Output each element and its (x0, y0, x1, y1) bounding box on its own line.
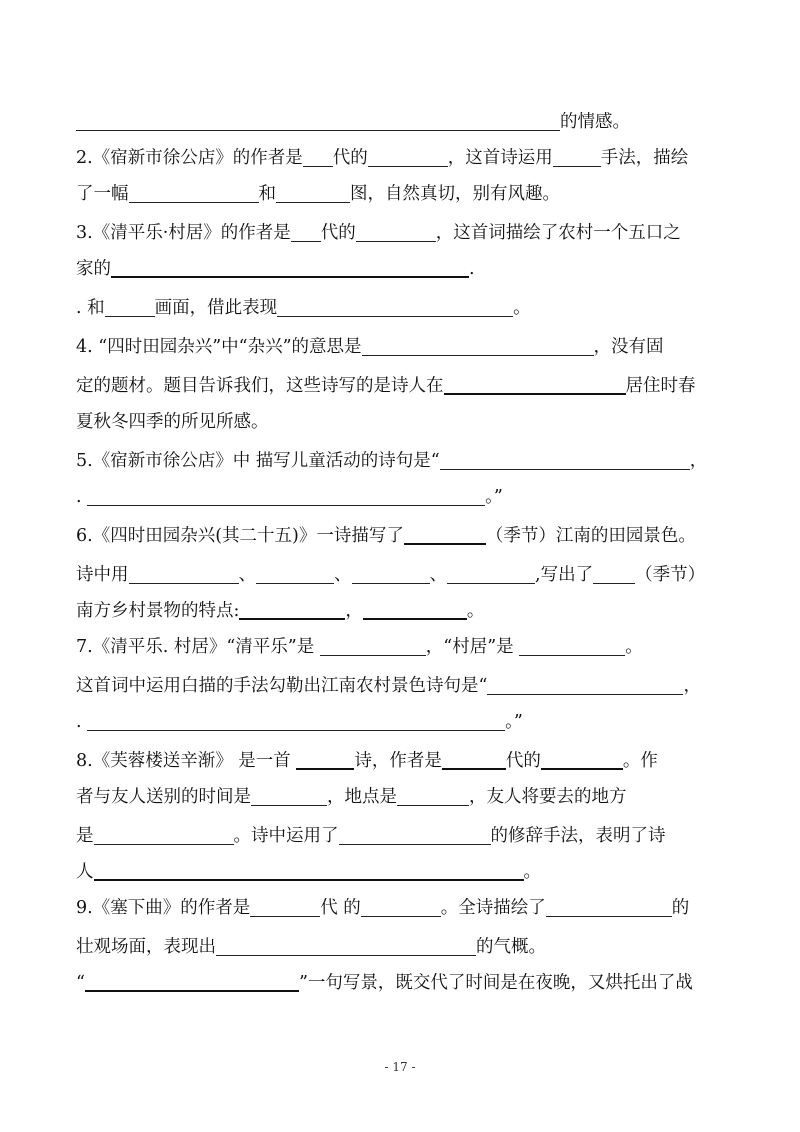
answer-blank[interactable] (368, 142, 448, 167)
line-text: ，没有固 (593, 337, 664, 357)
answer-blank[interactable] (303, 142, 333, 167)
line-text: 了一幅 (76, 184, 129, 204)
line-text: ， (345, 601, 363, 621)
worksheet-line (76, 444, 707, 478)
worksheet-line (76, 330, 664, 364)
page-number: - 17 - (384, 1060, 416, 1074)
answer-blank[interactable] (250, 892, 320, 917)
answer-blank[interactable] (397, 781, 469, 806)
line-text: 。” (505, 712, 523, 732)
line-text: 3.《清平乐·村居》的作者是 (76, 223, 291, 243)
line-text: 者与友人送别的时间是 (76, 787, 251, 807)
line-text: 夏秋冬四季的所见所感。 (76, 412, 269, 432)
worksheet-line (76, 405, 269, 439)
line-text: 。诗中运用了 (233, 826, 339, 846)
line-text: 的气概。 (476, 937, 546, 957)
answer-blank[interactable] (129, 559, 239, 584)
line-text: 代的 (320, 223, 356, 243)
line-text: ”一句写景，既交代了时间是在夜晚，又烘托出了战 (298, 973, 693, 993)
line-text: 7.《清平乐. 村居》“清平乐”是 (76, 637, 320, 657)
line-text: 诗中用 (76, 565, 129, 585)
worksheet-line (76, 891, 689, 925)
line-text: （季节） (635, 565, 706, 585)
worksheet-line (76, 780, 627, 814)
line-text: 。 (523, 862, 541, 882)
answer-blank[interactable] (404, 519, 486, 545)
worksheet-line (76, 855, 541, 889)
line-text: 和 (258, 184, 276, 204)
worksheet-line (76, 252, 475, 286)
worksheet-line (76, 630, 643, 664)
worksheet-line (76, 519, 696, 553)
line-text: 。全诗描绘了 (440, 898, 546, 918)
answer-blank[interactable] (291, 217, 321, 242)
line-text: 代的 (505, 751, 541, 771)
line-text: . 和 (76, 298, 105, 318)
answer-blank[interactable] (276, 178, 350, 203)
answer-blank[interactable] (277, 292, 513, 317)
line-text: ，这首词描绘了农村一个五口之 (435, 223, 681, 243)
answer-blank[interactable] (553, 142, 601, 167)
line-text: 、 (238, 565, 256, 585)
line-text: 。 (513, 298, 531, 318)
line-text: 4. “四时田园杂兴”中“杂兴”的意思是 (76, 337, 362, 357)
line-text: 代 的 (320, 898, 361, 918)
line-text: 。” (485, 487, 503, 507)
line-text: 人 (76, 862, 94, 882)
answer-blank[interactable] (356, 217, 436, 242)
worksheet-line (76, 291, 531, 325)
answer-blank[interactable] (362, 331, 594, 356)
line-text: 。作 (622, 751, 658, 771)
line-text: 、 (429, 565, 447, 585)
line-text: 、 (334, 565, 352, 585)
answer-blank[interactable] (541, 744, 623, 770)
answer-blank[interactable] (76, 106, 560, 131)
worksheet-line (76, 966, 693, 1000)
line-text: 定的题材。题目告诉我们，这些诗写的是诗人在 (76, 376, 444, 396)
line-text: 5.《宿新市徐公店》中 描写儿童活动的诗句是“ (76, 451, 440, 471)
answer-blank[interactable] (105, 292, 155, 317)
line-text: ，地点是 (327, 787, 397, 807)
answer-blank[interactable] (296, 744, 354, 770)
line-text: ， (689, 451, 708, 471)
worksheet-line (76, 558, 705, 592)
line-text: 家的 (76, 259, 111, 279)
line-text: . (76, 712, 88, 732)
line-text: . (76, 487, 88, 507)
worksheet-line (76, 369, 696, 403)
answer-blank[interactable] (352, 559, 430, 584)
answer-blank[interactable] (546, 892, 672, 917)
answer-blank[interactable] (519, 631, 625, 656)
line-text: 的情感。 (560, 112, 630, 132)
answer-blank[interactable] (87, 481, 485, 506)
line-text: 壮观场面，表现出 (76, 937, 216, 957)
line-text: “ (76, 973, 85, 993)
worksheet-line (76, 105, 630, 139)
worksheet-line (76, 744, 658, 778)
worksheet-line (76, 480, 503, 514)
answer-blank[interactable] (593, 559, 635, 584)
worksheet-line (76, 177, 560, 211)
answer-blank[interactable] (216, 931, 476, 956)
line-text: ， (683, 676, 701, 696)
answer-blank[interactable] (85, 966, 299, 992)
answer-blank[interactable] (487, 670, 683, 695)
line-text: ，这首诗运用 (447, 148, 553, 168)
line-text: 的 (671, 898, 690, 918)
answer-blank[interactable] (320, 631, 426, 656)
line-text: ，“村居”是 (425, 637, 520, 657)
answer-blank[interactable] (87, 706, 505, 731)
answer-blank[interactable] (442, 744, 506, 770)
line-text: 。 (466, 601, 485, 621)
answer-blank[interactable] (94, 820, 234, 845)
worksheet-line (76, 819, 666, 853)
line-text: 的修辞手法，表明了诗 (490, 826, 666, 846)
answer-blank[interactable] (111, 252, 469, 278)
line-text: 南方乡村景物的特点: (76, 601, 240, 621)
answer-blank[interactable] (339, 820, 491, 845)
worksheet-line (76, 216, 681, 250)
line-text: 诗，作者是 (354, 751, 442, 771)
line-text: （季节）江南的田园景色。 (485, 526, 696, 546)
worksheet-line (76, 705, 523, 739)
line-text: 图，自然真切，别有风趣。 (350, 184, 560, 204)
answer-blank[interactable] (256, 559, 334, 584)
answer-blank[interactable] (251, 781, 327, 806)
answer-blank[interactable] (440, 445, 690, 470)
line-text: 9.《塞下曲》的作者是 (76, 898, 251, 918)
line-text: 代的 (332, 148, 368, 168)
line-text: 是 (76, 826, 94, 846)
worksheet-line (76, 141, 688, 175)
line-text: 2.《宿新市徐公店》的作者是 (76, 148, 303, 168)
answer-blank[interactable] (94, 855, 524, 881)
answer-blank[interactable] (361, 892, 441, 917)
line-text: 居住时春 (625, 376, 696, 396)
answer-blank[interactable] (363, 594, 467, 620)
worksheet-line (76, 930, 546, 964)
line-text: ,写出了 (535, 565, 594, 585)
answer-blank[interactable] (239, 594, 345, 620)
line-text: 6.《四时田园杂兴(其二十五)》一诗描写了 (76, 526, 404, 546)
line-text: 手法，描绘 (600, 148, 689, 168)
worksheet-line (76, 669, 701, 703)
answer-blank[interactable] (444, 369, 626, 395)
line-text: . (469, 259, 475, 279)
line-text: 画面，借此表现 (154, 298, 278, 318)
worksheet-line (76, 594, 484, 628)
line-text: 这首词中运用白描的手法勾勒出江南农村景色诗句是“ (76, 676, 488, 696)
answer-blank[interactable] (447, 559, 535, 584)
answer-blank[interactable] (129, 178, 259, 203)
line-text: ，友人将要去的地方 (469, 787, 627, 807)
line-text: 。 (625, 637, 643, 657)
line-text: 8.《芙蓉楼送辛渐》 是一首 (76, 751, 297, 771)
